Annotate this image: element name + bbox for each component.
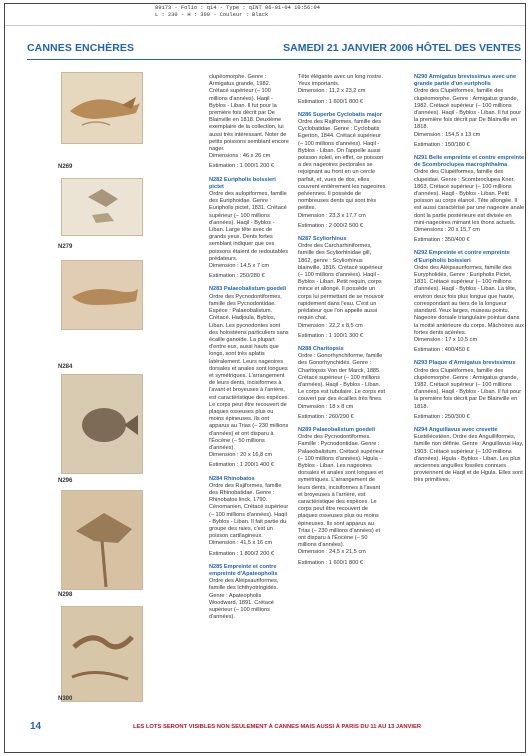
lot-description: Ordre des Clupéiformes, famille des clupeidae. Genre : Scombroclupea Kner, 1863. Crétacé supérieur (– 100 millions d'années). Haqil - Byblos - Liban. Petit poisson au corps élancé. Tête allongée. Il est aussi caractérisé par une nageoire anale dont la partie postérieure est divisée en mini-nageoires mimant les thons actuels. [414,169,525,226]
prepress-line-1: 89173 - Folio : q14 - Type : qINT 06-01-04 10:56:04 [155,5,320,11]
lot-title: N285 Empreinte et contre empreinte d'Apateopholis [209,563,278,577]
lot-entry [298,427,386,567]
lot-entry [414,250,525,354]
lot-entry [298,236,386,340]
lot-estimate: Estimation : 1 200/1 400 € [209,462,274,469]
lot-estimate: Estimation : 2 000/2 500 € [298,222,363,229]
lot-entry [209,74,289,171]
lot-estimate: Estimation : 260/290 € [298,413,354,420]
lot-description: Ordre des Pycnodontiformes, famille des Pycnodontidae. Espèce : Palaeobalistum. Crétacé. Hadjoula, Byblos, Liban. Les pycnodontes sont des holostéens particuliers sans écaille ganoïde. La plupart d'entre eux, aussi hauts que longs, sont très aplatis latéralement. Leurs nageoires dorsales et anales sont longues et symétriques. L'arrangement de leurs dents, incisiformes à l'avant et broyeuses à l'arrière, est caractéristique des espèces. Le corps peut être recouvert de plaques osseuses plus ou moins épineuses. Ils ont apparus au Trias (– 230 millions d'années) et ont disparu à l'Éocène (– 50 millions d'années). [209,293,289,451]
fossil-image-icon [62,73,143,144]
lot-description: Ordre des Clupéiformes, famille des clupéomorphe. Genre : Armigatus grande, 1982. Crétacé supérieur (– 100 millions d'années). Haqil - Byblos - Liban. Il fut pour la première fois décrit par De Blainville en 1818. [414,367,522,410]
fossil-photo-n296 [61,374,143,474]
lot-dimensions: Dimension : 154,5 x 13 cm [414,131,481,138]
lot-description: Eustéléostéen. Ordre des Anguilliformes, famille non définie. Genre : Anguillavus Hay, 1903. Crétacé supérieur (– 100 millions d'années). Hgula - Byblos - Liban. Les plus anciennes anguilles fossiles connues proviennent de Haqil et de Hgula. Elles sont très primitives. [414,434,524,484]
lot-title: N283 Palaeobalistum goedeli [209,286,287,293]
lot-estimate: Estimation : 1 800/2 200 € [209,550,274,557]
lot-title: N293 Plaque d'Armigatus brevissimus [414,360,516,367]
lot-dimensions: Dimension : 18 x 8 cm [298,403,354,410]
fossil-photo-n298 [61,490,143,590]
auction-house-title: CANNES ENCHÈRES [27,42,135,54]
fossil-photo-n279 [61,178,143,236]
lot-estimate: Estimation : 1 600/1 800 € [298,559,363,566]
lot-description: Ordre des Carcharhiniformes, famille des Scyliorhinidae gill, 1862, genre : Scyliorhinus blainville, 1816. Crétacé supérieur (– 100 millions d'années). Haqil - Byblos - Liban. Petit requin, corps mince et allongé. Il possède un corps lui permettant de se mouvoir rapidement dans l'eau. C'est un prédateur que l'on appelle aussi requin chat. [298,243,384,322]
page-header [5,42,525,64]
lot-entry [414,360,525,421]
fossil-image-icon [62,375,143,474]
lot-estimate: Estimation : 250/280 € [209,273,265,280]
lot-estimate: Estimation : 1 000/1 200 € [209,163,274,170]
lot-description: Ordre des Rajiformes, famille des Rhinobatidae. Genre : Rhinobatos linck, 1790. Cénomanien, Crétacé supérieur (– 100 millions d'années). Haqil - Byblos - Liban. Il fait partie du groupe des raies, c'est un poisson cartilagineux. [209,482,289,540]
lot-entry [414,74,525,149]
lot-description: Ordre des Rajiformes, famille des Cyclobatidae. Genre : Cyclobatis Egerton, 1844. Crétacé supérieur (– 100 millions d'années). Haqil - Byblos - Liban. On l'appelle aussi poisson soleil, en effet, ce poisson a des nageoires pectorales se rejoignant au front en un cercle parfait, et, vues de dos, elles couvrent entièrement les nageoires pelviennes. Il possède de nombreuses dents qui sont très petites. [298,119,386,212]
prepress-slug [5,4,525,26]
header-rule [27,59,521,60]
viewing-notice: LES LOTS SERONT VISIBLES NON SEULEMENT À CANNES MAIS AUSSI À PARIS DU 11 AU 13 JANVIER [133,724,422,730]
lot-estimate: Estimation : 250/300 € [414,413,470,420]
fossil-photo-n269 [61,72,143,144]
lot-entry [298,112,386,230]
lot-estimate: Estimation : 1 100/1 300 € [298,332,363,339]
lot-title: N291 Belle empreinte et contre empreinte de Scombroclupea macrophthalma [414,155,525,169]
lot-entry [209,564,289,622]
sale-date-title: SAMEDI 21 JANVIER 2006 HÔTEL DES VENTES [283,42,521,54]
fossil-image-icon [62,179,143,236]
lot-estimate: Estimation : 350/400 € [414,237,470,244]
lot-description: Ordre des Clupéiformes, famille des clupéomorphe. Genre : Armigatus grande, 1982. Crétacé supérieur (– 100 millions d'années). Haqil - Byblos - Liban. Il fut pour la première fois décrit par De Blainville en 1818. [414,88,522,131]
lot-dimensions: Dimension : 24,5 x 21,5 cm [298,549,366,556]
lot-title: N282 Euripholis boissieri pictet [209,176,276,190]
lot-title: N287 Scyliorhinus [298,236,347,243]
lot-title: N294 Anguillavus avec crevette [414,426,498,433]
fossil-image-icon [62,261,143,330]
lot-title: N288 Charitopsis [298,345,344,352]
lot-estimate: Estimation : 150/180 € [414,141,470,148]
lot-description: clupéomorphe. Genre : Armigatus grande, 1982. Crétacé supérieur (– 100 millions d'années). Haqil - Byblos - Liban. Il fut pour la première fois décrit par De Blainville en 1818. Deuxième exemplaire de la collection, lui aussi très intéressant. Noter de petits poissons semblant encore nager. [209,74,289,153]
lot-title: N289 Palaeobalistum goedeli [298,426,376,433]
lot-description: Tête élégante avec un long rostre. Yeux importants. [298,74,383,88]
lot-number-label: N300 [58,696,73,702]
lot-dimensions: Dimension : 17 x 10,5 cm [414,336,478,343]
fossil-image-icon [62,491,143,590]
catalog-page [4,3,526,753]
lot-estimate: Estimation : 400/450 € [414,347,470,354]
lot-dimensions: Dimension : 11,2 x 23,2 cm [298,88,366,95]
lot-entry [209,476,289,558]
lot-entry [298,346,386,421]
prepress-line-2: L : 230 - H : 300 - Couleur : Black [155,12,269,18]
lot-title: N284 Rhinobatos [209,475,255,482]
text-column-2 [298,74,386,573]
lot-dimensions: Dimension : 20 x 16,8 cm [209,452,273,459]
lot-dimensions: Dimension : 22,2 x 8,5 cm [298,322,363,329]
lot-description: Ordre des aulopiformes, famille des Euriphoidae. Genre : Euripholis pictet, 1831. Crétacé supérieur (– 100 millions d'années). Haqil - Byblos - Liban. Large tête avec de grands yeux. Dents fortes semblant indiquer que ces poissons étaient de redoutables prédateurs. [209,191,288,262]
lot-number-label: N279 [58,244,73,250]
fossil-image-icon [62,607,143,702]
lot-dimensions: Dimensions : 46 x 26 cm [209,153,271,160]
lot-entry [298,74,386,106]
lot-dimensions: Dimension : 41,5 x 16 cm [209,540,273,547]
lot-title: N292 Empreinte et contre empreinte d'Euripholis boissieri [414,250,510,264]
lot-number-label: N296 [58,478,73,484]
lot-description: Ordre : Gonorhynchiforme, famille des Gonorhynchidés. Genre : Charitopsis Von der Marck, 1885. Crétacé supérieur (– 100 millions d'années). Haqil - Byblos - Liban. Le corps est tubulaire. Le corps est couvert par des écailles très fines. [298,353,386,403]
lot-entry [209,286,289,469]
lot-entry [414,427,525,485]
lot-entry [209,177,289,281]
lot-title: N290 Armigatus brevissimus avec une grande partie d'un euripholis [414,74,517,88]
lot-dimensions: Dimensions : 20 x 15,7 cm [414,227,480,234]
lot-description: Ordre des Pycnodontiformes. Famille : Pycnodontidae. Genre : Palaeobalistum. Crétacé supérieur (– 100 millions d'années). Hgula - Byblos - Liban. Les nageoires dorsales et anales sont longues et symétriques. L'arrangement de leurs dents, incisiformes à l'avant et broyeuses à l'arrière, est caractéristique des espèces. Le corps peut être recouvert de plaques osseuses plus ou moins épineuses. Ils sont apparus au Trias (– 230 millions d'années) et ont disparu à l'Éocène (– 50 millions d'années). [298,434,384,549]
lot-number-label: N284 [58,364,73,370]
lot-estimate: Estimation : 1 600/1 800 € [298,98,363,105]
text-column-3 [414,74,525,491]
lot-dimensions: Dimension : 23,3 x 17,7 cm [298,212,366,219]
fossil-photo-n300 [61,606,143,702]
lot-dimensions: Dimension : 14,5 x 7 cm [209,263,270,270]
lot-entry [414,155,525,244]
text-column-1 [209,74,289,627]
page-number: 14 [30,721,42,732]
lot-number-label: N269 [58,164,73,170]
lot-description: Ordre des Aléipsauriformes, famille des Eurypholidés, Genre : Euripholis Pictet, 1831. Crétacé supérieur (– 100 millions d'années). Haqil - Byblos - Liban. La tête, environ deux fois plus longue que haute, correspondant au tiers de la longueur standard. Yeux larges, museau pointu. Nageoire dorsale triangulaire pointue dans la moitié antérieure du corps. Mâchoires aux fortes dents acérées. [414,264,525,336]
lot-number-label: N298 [58,592,73,598]
lot-title: N286 Superbe Cyclobatis major [298,111,382,118]
lot-description: Ordre des Aléipsauriformes, famille des Ichthyotringidés. Genre : Apateopholis Woodward, 1891. Crétacé supérieur (– 100 millions d'années). [209,578,279,621]
fossil-photo-n284 [61,260,143,330]
